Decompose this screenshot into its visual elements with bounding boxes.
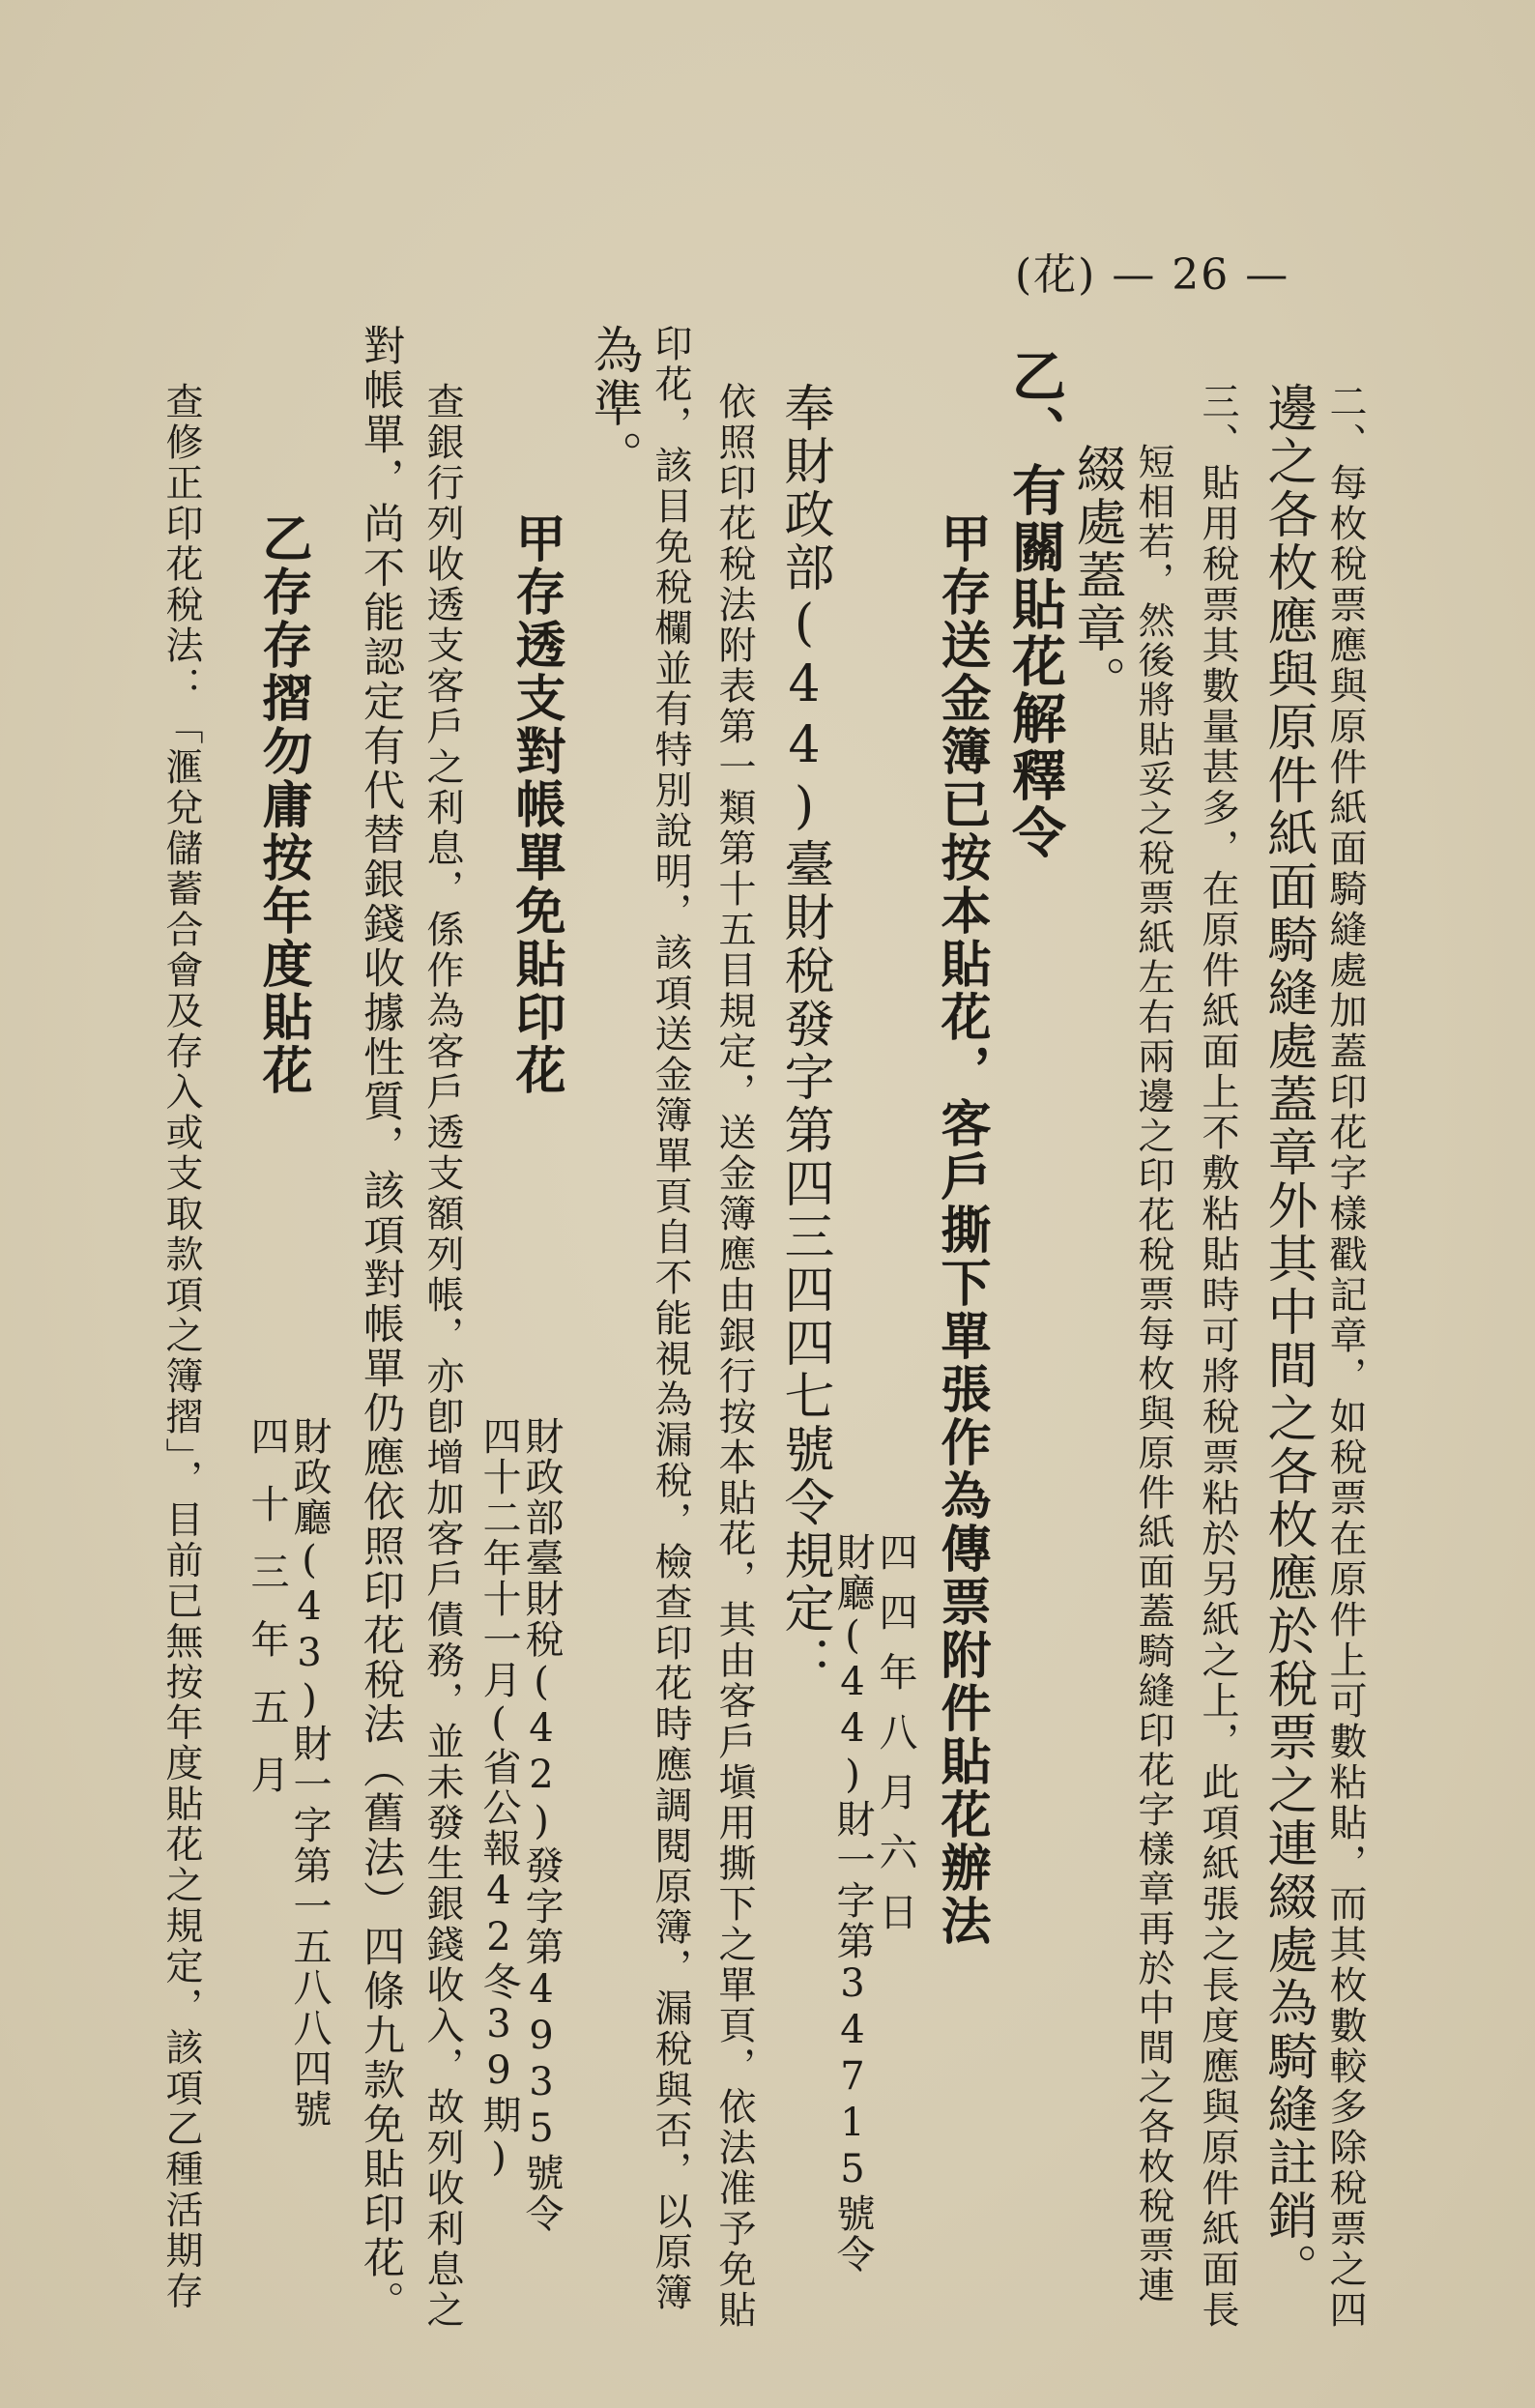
citation-date-2: 四十二年十一月(省公報42冬39期) bbox=[477, 1416, 521, 2182]
text-column-6: 奉財政部(44)臺財稅發字第四三四四七號令規定： bbox=[775, 382, 833, 1689]
text-column-10: 查銀行列收透支客戶之利息，係作為客戶透支額列帳，亦卽增加客戶債務，並未發生銀錢收入，故列收利息之 bbox=[420, 382, 464, 2331]
citation-date-1: 四四年八月六日 bbox=[873, 1532, 917, 1952]
text-column-2: 邊之各枚應與原件紙面騎縫處蓋章外其中間之各枚應於稅票之連綴處為騎縫註銷。 bbox=[1259, 382, 1317, 2296]
text-column-9: 為準。 bbox=[584, 324, 642, 483]
citation-date-3: 四十三年五月 bbox=[245, 1416, 289, 1822]
subsection-title-2: 甲存透支對帳單免貼印花 bbox=[507, 512, 565, 1097]
text-column-3: 三、貼用稅票其數量甚多，在原件紙面上不敷粘貼時可將稅票粘於另紙之上，此項紙張之長度應與原件紙面長 bbox=[1196, 382, 1239, 2331]
text-column-5: 綴處蓋章。 bbox=[1067, 443, 1125, 709]
citation-order-2: 財政部臺財稅(42)發字第4935號令 bbox=[519, 1416, 564, 2234]
text-column-7: 依照印花稅法附表第一類第十五目規定，送金簿應由銀行按本貼花，其由客戶塡用撕下之單頁，依法准予免貼 bbox=[712, 382, 756, 2331]
subsection-title-1: 甲存送金簿已按本貼花，客戶撕下單張作為傳票附件貼花辦法 bbox=[932, 512, 990, 1948]
section-heading: 乙、有關貼花解釋令 bbox=[1003, 348, 1066, 861]
text-column-4: 短相若，然後將貼妥之稅票紙左右兩邊之印花稅票每枚與原件紙面蓋騎縫印花字樣章再於中間之各枚稅票連 bbox=[1132, 443, 1174, 2306]
text-column-11: 對帳單，尚不能認定有代替銀錢收據性質，該項對帳單仍應依照印花稅法（舊法）四條九款免貼印花。 bbox=[357, 324, 405, 2325]
citation-order-1: 財廳(44)財一字第34715號令 bbox=[830, 1532, 875, 2275]
text-column-8: 印花，該目免稅欄並有特別說明，該項送金簿單頁自不能視為漏稅，檢查印花時應調閱原簿，漏稅與否，以原簿 bbox=[649, 324, 692, 2313]
text-column-1: 二、每枚稅票應與原件紙面騎縫處加蓋印花字樣戳記章，如稅票在原件上可數粘貼，而其枚數較多除稅票之四 bbox=[1323, 382, 1367, 2331]
page-header: (花) — 26 — bbox=[1015, 250, 1290, 300]
subsection-title-3: 乙存存摺勿庸按年度貼花 bbox=[253, 512, 311, 1097]
text-column-12: 查修正印花稅法：「滙兌儲蓄合會及存入或支取款項之簿摺」，目前已無按年度貼花之規定，該項乙種活期存 bbox=[159, 382, 203, 2312]
citation-order-3: 財政廳(43)財一字第一五八八四號 bbox=[287, 1416, 332, 2130]
